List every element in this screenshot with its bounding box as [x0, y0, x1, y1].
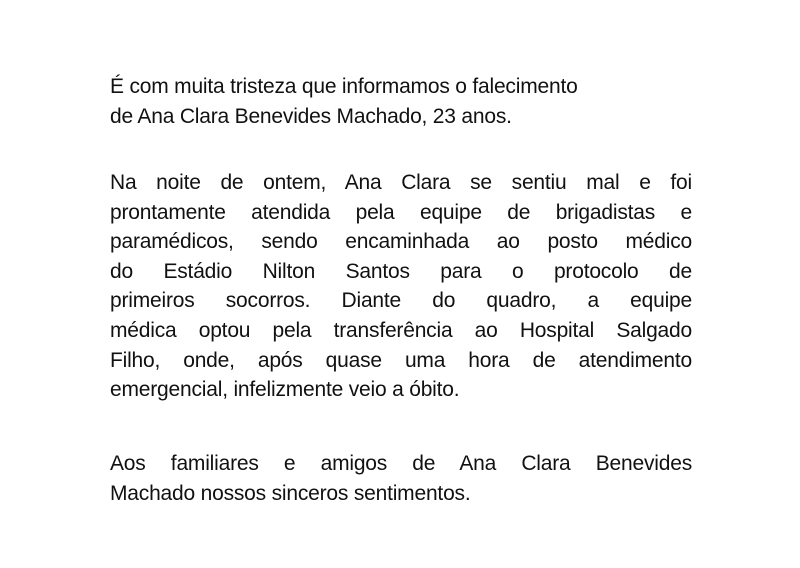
paragraph-line: de Ana Clara Benevides Machado, 23 anos.	[110, 104, 512, 128]
paragraph-line: Machado nossos sinceros sentimentos.	[110, 481, 471, 505]
paragraph-condolences	[110, 449, 692, 508]
paragraph-line: Filho, onde, após quase uma hora de atendimento	[110, 348, 692, 372]
paragraph-line: médica optou pela transferência ao Hospital Salgado	[110, 318, 692, 342]
paragraph-line: emergencial, infelizmente veio a óbito.	[110, 378, 460, 402]
paragraph-line: Aos familiares e amigos de Ana Clara Benevides	[110, 452, 692, 475]
paragraph-line: Na noite de ontem, Ana Clara se sentiu mal e foi	[110, 171, 692, 194]
paragraph-line: do Estádio Nilton Santos para o protocolo de	[110, 259, 692, 283]
paragraph-line: prontamente atendida pela equipe de brigadistas e	[110, 200, 692, 224]
paragraph-announcement	[110, 72, 692, 131]
paragraph-line: paramédicos, sendo encaminhada ao posto médico	[110, 230, 692, 254]
paragraph-line: primeiros socorros. Diante do quadro, a equipe	[110, 289, 692, 313]
paragraph-line: É com muita tristeza que informamos o falecimento	[110, 75, 578, 98]
paragraph-details	[110, 168, 692, 405]
